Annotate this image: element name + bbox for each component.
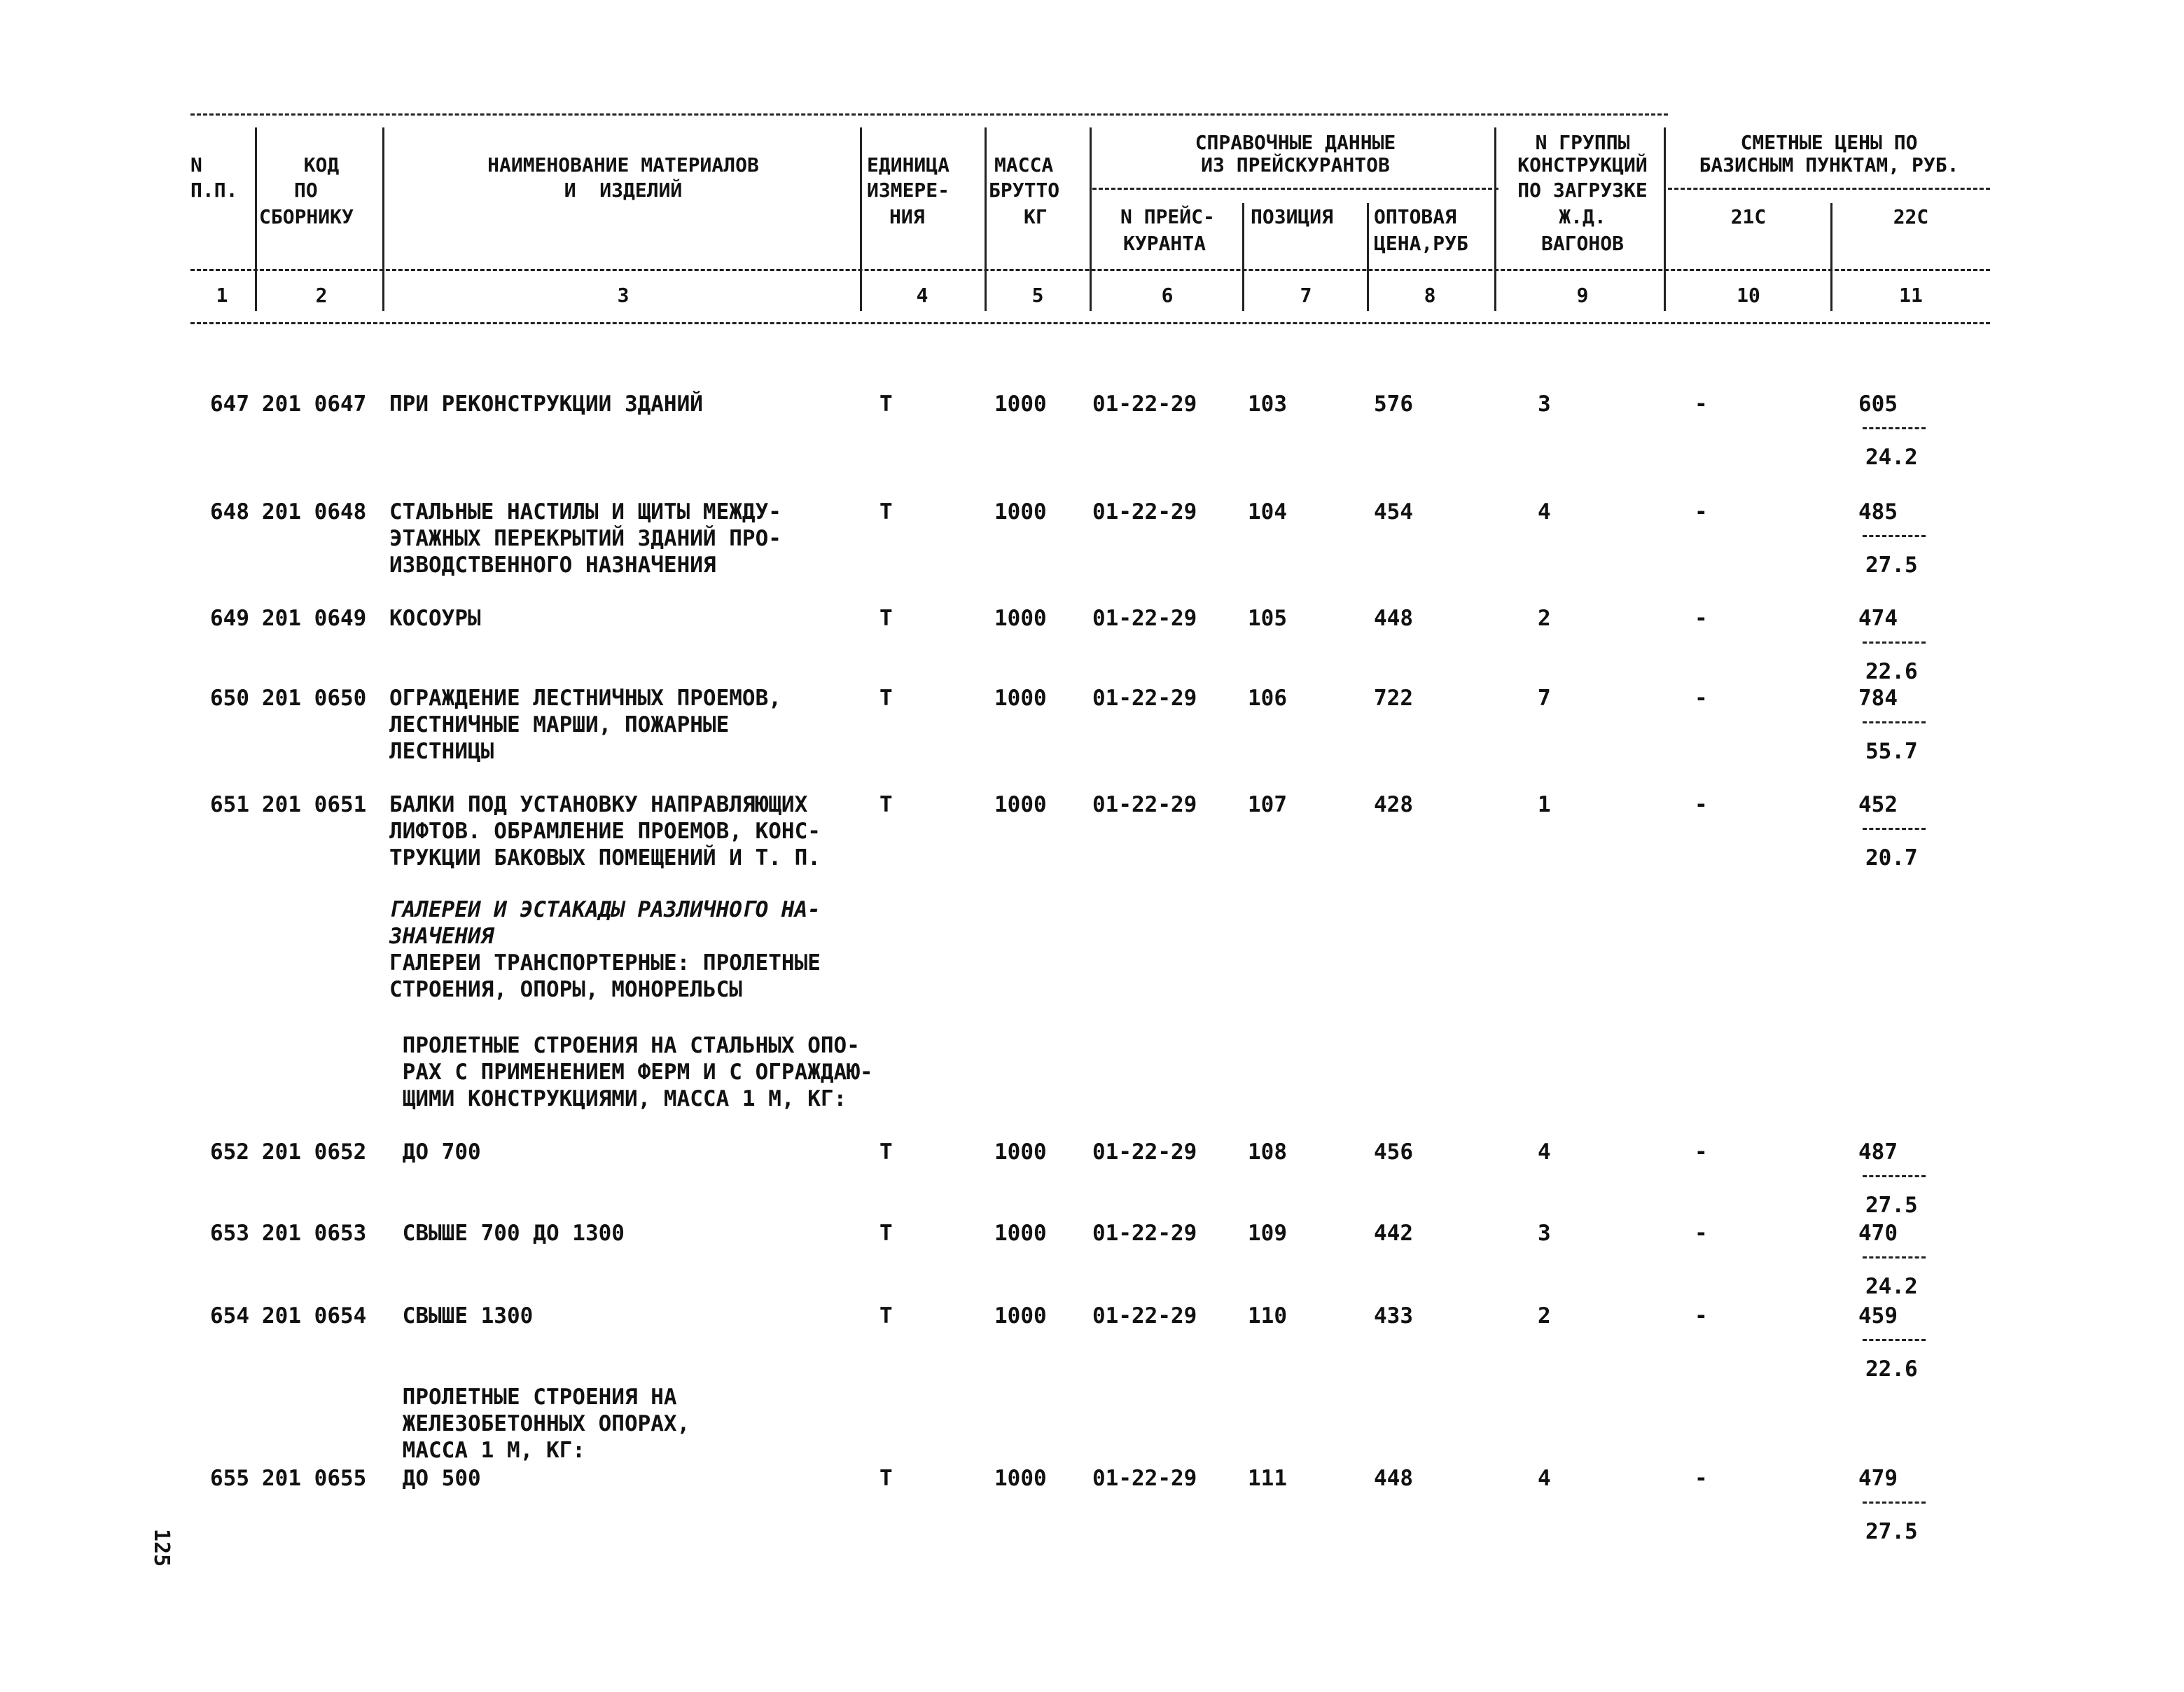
col1-header-line1: N	[190, 153, 202, 176]
cell-p21: -	[1695, 1221, 1708, 1246]
col-number-7: 7	[1300, 284, 1312, 307]
cell-name-line: ПРИ РЕКОНСТРУКЦИИ ЗДАНИЙ	[389, 391, 703, 417]
col2-header-line1: КОД	[303, 153, 340, 176]
cell-p21: -	[1695, 391, 1708, 417]
cell-price-22c: 479	[1858, 1466, 1898, 1491]
cell-unit: Т	[879, 1221, 893, 1246]
col5-header-line1: МАССА	[994, 153, 1054, 176]
col4-header-line2: ИЗМЕРЕ-	[867, 179, 950, 202]
cell-code: 201 0653	[262, 1221, 367, 1246]
cell-price-22c-sub: 22.6	[1865, 659, 1918, 684]
col-number-2: 2	[315, 284, 328, 307]
cell-pos: 109	[1248, 1221, 1287, 1246]
cell-price-22c: 452	[1858, 792, 1898, 817]
cell-wholesale: 448	[1374, 606, 1413, 631]
cell-price-22c-sub: 22.6	[1865, 1357, 1918, 1382]
section-steel-line2: РАХ С ПРИМЕНЕНИЕМ ФЕРМ И С ОГРАЖДАЮ-	[389, 1060, 873, 1085]
cell-price-22c: 474	[1858, 606, 1898, 631]
cell-n: 653	[210, 1221, 249, 1246]
prices-group-header-line2: БАЗИСНЫМ ПУНКТАМ, РУБ.	[1699, 153, 1959, 176]
prices-group-header-line1: СМЕТНЫЕ ЦЕНЫ ПО	[1740, 131, 1918, 154]
cell-unit: Т	[879, 499, 893, 525]
cell-name-line: СВЫШЕ 1300	[389, 1303, 534, 1329]
cell-group: 7	[1538, 686, 1551, 711]
cell-pos: 106	[1248, 686, 1287, 711]
cell-price-22c-sub: 24.2	[1865, 445, 1918, 470]
cell-name-line: ЛЕСТНИЦЫ	[389, 739, 494, 764]
col1-header-line2: П.П.	[190, 179, 238, 202]
cell-unit: Т	[879, 1303, 893, 1329]
cell-code: 201 0648	[262, 499, 367, 525]
col9-header-line4: Ж.Д.	[1559, 205, 1606, 228]
cell-price-22c-sub: 27.5	[1865, 1193, 1918, 1218]
col2-header-line3: СБОРНИКУ	[259, 205, 354, 228]
cell-wholesale: 428	[1374, 792, 1413, 817]
cell-price-22c: 485	[1858, 499, 1898, 525]
fraction-line	[1863, 642, 1926, 644]
cell-wholesale: 722	[1374, 686, 1413, 711]
cell-price-list: 01-22-29	[1092, 792, 1197, 817]
col3-header-line1: НАИМЕНОВАНИЕ МАТЕРИАЛОВ	[487, 153, 759, 176]
section-steel-line3: ЩИМИ КОНСТРУКЦИЯМИ, МАССА 1 М, КГ:	[389, 1086, 847, 1111]
cell-pos: 105	[1248, 606, 1287, 631]
cell-name-line: БАЛКИ ПОД УСТАНОВКУ НАПРАВЛЯЮЩИХ	[389, 792, 808, 817]
cell-name-line: ЭТАЖНЫХ ПЕРЕКРЫТИЙ ЗДАНИЙ ПРО-	[389, 526, 781, 551]
cell-n: 649	[210, 606, 249, 631]
col4-header-line3: НИЯ	[889, 205, 925, 228]
cell-mass: 1000	[994, 606, 1047, 631]
col4-header-line1: ЕДИНИЦА	[867, 153, 950, 176]
cell-wholesale: 576	[1374, 391, 1413, 417]
cell-n: 652	[210, 1139, 249, 1165]
cell-code: 201 0654	[262, 1303, 367, 1329]
cell-name-line: ДО 500	[389, 1466, 481, 1491]
cell-pos: 104	[1248, 499, 1287, 525]
col8-header-line1: ОПТОВАЯ	[1374, 205, 1457, 228]
col6-header-line1: N ПРЕЙС-	[1120, 205, 1215, 228]
cell-code: 201 0649	[262, 606, 367, 631]
page-number: 125	[149, 1528, 174, 1567]
cell-name-line: ОГРАЖДЕНИЕ ЛЕСТНИЧНЫХ ПРОЕМОВ,	[389, 686, 781, 711]
cell-group: 2	[1538, 606, 1551, 631]
cell-name-line: КОСОУРЫ	[389, 606, 481, 631]
cell-pos: 111	[1248, 1466, 1287, 1491]
col9-header-line1: N ГРУППЫ	[1535, 131, 1630, 154]
cell-name-line: ЛЕСТНИЧНЫЕ МАРШИ, ПОЖАРНЫЕ	[389, 712, 730, 737]
cell-unit: Т	[879, 1466, 893, 1491]
cell-mass: 1000	[994, 1466, 1047, 1491]
fraction-line	[1863, 1339, 1926, 1341]
cell-price-22c: 470	[1858, 1221, 1898, 1246]
col10-header: 21С	[1730, 205, 1767, 228]
cell-wholesale: 442	[1374, 1221, 1413, 1246]
cell-name-line: ЛИФТОВ. ОБРАМЛЕНИЕ ПРОЕМОВ, КОНС-	[389, 819, 821, 844]
col-number-9: 9	[1576, 284, 1589, 307]
col-number-10: 10	[1737, 284, 1760, 307]
col-number-5: 5	[1031, 284, 1044, 307]
cell-n: 650	[210, 686, 249, 711]
cell-name-line: ТРУКЦИИ БАКОВЫХ ПОМЕЩЕНИЙ И Т. П.	[389, 845, 821, 871]
cell-p21: -	[1695, 1466, 1708, 1491]
cell-group: 1	[1538, 792, 1551, 817]
cell-price-22c-sub: 27.5	[1865, 1519, 1918, 1544]
cell-mass: 1000	[994, 1221, 1047, 1246]
cell-code: 201 0650	[262, 686, 367, 711]
fraction-line	[1863, 535, 1926, 537]
cell-price-22c: 605	[1858, 391, 1898, 417]
reference-group-header-line1: СПРАВОЧНЫЕ ДАННЫЕ	[1195, 131, 1396, 154]
cell-mass: 1000	[994, 792, 1047, 817]
fraction-line	[1863, 1256, 1926, 1258]
cell-price-list: 01-22-29	[1092, 391, 1197, 417]
fraction-line	[1863, 721, 1926, 723]
cell-wholesale: 433	[1374, 1303, 1413, 1329]
cell-price-list: 01-22-29	[1092, 1466, 1197, 1491]
col6-header-line2: КУРАНТА	[1123, 232, 1206, 255]
section-galleries-sub-line1: ГАЛЕРЕИ ТРАНСПОРТЕРНЫЕ: ПРОЛЕТНЫЕ	[389, 950, 821, 976]
section-galleries-sub-line2: СТРОЕНИЯ, ОПОРЫ, МОНОРЕЛЬСЫ	[389, 977, 742, 1002]
cell-group: 4	[1538, 499, 1551, 525]
cell-n: 651	[210, 792, 249, 817]
col-number-1: 1	[216, 284, 228, 307]
cell-mass: 1000	[994, 499, 1047, 525]
cell-name-line: ДО 700	[389, 1139, 481, 1165]
cell-name-line: СТАЛЬНЫЕ НАСТИЛЫ И ЩИТЫ МЕЖДУ-	[389, 499, 781, 525]
col5-header-line2: БРУТТО	[989, 179, 1060, 202]
cell-n: 647	[210, 391, 249, 417]
cell-code: 201 0651	[262, 792, 367, 817]
cell-price-22c: 459	[1858, 1303, 1898, 1329]
col-number-8: 8	[1424, 284, 1436, 307]
cell-unit: Т	[879, 686, 893, 711]
cell-pos: 103	[1248, 391, 1287, 417]
col-number-6: 6	[1161, 284, 1174, 307]
fraction-line	[1863, 1502, 1926, 1504]
col2-header-line2: ПО	[294, 179, 318, 202]
cell-mass: 1000	[994, 391, 1047, 417]
col8-header-line2: ЦЕНА,РУБ	[1374, 232, 1468, 255]
cell-p21: -	[1695, 499, 1708, 525]
cell-price-22c-sub: 27.5	[1865, 553, 1918, 578]
col7-header: ПОЗИЦИЯ	[1251, 205, 1334, 228]
fraction-line	[1863, 828, 1926, 830]
cell-wholesale: 448	[1374, 1466, 1413, 1491]
cell-n: 648	[210, 499, 249, 525]
col9-header-line5: ВАГОНОВ	[1540, 232, 1624, 255]
cell-price-22c: 487	[1858, 1139, 1898, 1165]
cell-group: 2	[1538, 1303, 1551, 1329]
cell-price-list: 01-22-29	[1092, 606, 1197, 631]
cell-code: 201 0652	[262, 1139, 367, 1165]
cell-n: 654	[210, 1303, 249, 1329]
col-number-4: 4	[916, 284, 928, 307]
cell-unit: Т	[879, 391, 893, 417]
cell-pos: 108	[1248, 1139, 1287, 1165]
cell-p21: -	[1695, 792, 1708, 817]
section-concrete-line1: ПРОЛЕТНЫЕ СТРОЕНИЯ НА	[389, 1385, 677, 1410]
cell-price-list: 01-22-29	[1092, 1303, 1197, 1329]
cell-mass: 1000	[994, 1303, 1047, 1329]
cell-unit: Т	[879, 606, 893, 631]
cell-group: 3	[1538, 1221, 1551, 1246]
col9-header-line2: КОНСТРУКЦИЙ	[1517, 153, 1648, 176]
col9-header-line3: ПО ЗАГРУЗКЕ	[1517, 179, 1648, 202]
cell-price-22c-sub: 20.7	[1865, 845, 1918, 871]
cell-p21: -	[1695, 606, 1708, 631]
cell-price-22c-sub: 24.2	[1865, 1274, 1918, 1299]
section-galleries-title-line2: ЗНАЧЕНИЯ	[389, 924, 494, 949]
cell-price-list: 01-22-29	[1092, 686, 1197, 711]
fraction-line	[1863, 427, 1926, 429]
col5-header-line3: КГ	[1024, 205, 1048, 228]
cell-unit: Т	[879, 1139, 893, 1165]
cell-price-22c: 784	[1858, 686, 1898, 711]
cell-group: 4	[1538, 1139, 1551, 1165]
section-galleries-title-line1: ГАЛЕРЕИ И ЭСТАКАДЫ РАЗЛИЧНОГО НА-	[389, 897, 821, 922]
cell-n: 655	[210, 1466, 249, 1491]
col-number-3: 3	[617, 284, 630, 307]
cell-code: 201 0655	[262, 1466, 367, 1491]
cell-pos: 110	[1248, 1303, 1287, 1329]
cell-pos: 107	[1248, 792, 1287, 817]
section-concrete-line3: МАССА 1 М, КГ:	[389, 1438, 585, 1463]
cell-wholesale: 456	[1374, 1139, 1413, 1165]
section-concrete-line2: ЖЕЛЕЗОБЕТОННЫХ ОПОРАХ,	[389, 1411, 690, 1436]
cell-unit: Т	[879, 792, 893, 817]
col3-header-line2: И ИЗДЕЛИЙ	[564, 179, 683, 202]
section-steel-line1: ПРОЛЕТНЫЕ СТРОЕНИЯ НА СТАЛЬНЫХ ОПО-	[389, 1033, 860, 1058]
col11-header: 22С	[1893, 205, 1929, 228]
cell-p21: -	[1695, 1303, 1708, 1329]
cell-group: 4	[1538, 1466, 1551, 1491]
fraction-line	[1863, 1175, 1926, 1177]
cell-group: 3	[1538, 391, 1551, 417]
cell-price-22c-sub: 55.7	[1865, 739, 1918, 764]
cell-mass: 1000	[994, 1139, 1047, 1165]
cell-price-list: 01-22-29	[1092, 1221, 1197, 1246]
cell-code: 201 0647	[262, 391, 367, 417]
col-number-11: 11	[1899, 284, 1923, 307]
cell-p21: -	[1695, 1139, 1708, 1165]
cell-price-list: 01-22-29	[1092, 499, 1197, 525]
cell-mass: 1000	[994, 686, 1047, 711]
cell-wholesale: 454	[1374, 499, 1413, 525]
reference-group-header-line2: ИЗ ПРЕЙСКУРАНТОВ	[1201, 153, 1390, 176]
cell-p21: -	[1695, 686, 1708, 711]
cell-name-line: ИЗВОДСТВЕННОГО НАЗНАЧЕНИЯ	[389, 553, 716, 578]
cell-price-list: 01-22-29	[1092, 1139, 1197, 1165]
cell-name-line: СВЫШЕ 700 ДО 1300	[389, 1221, 625, 1246]
